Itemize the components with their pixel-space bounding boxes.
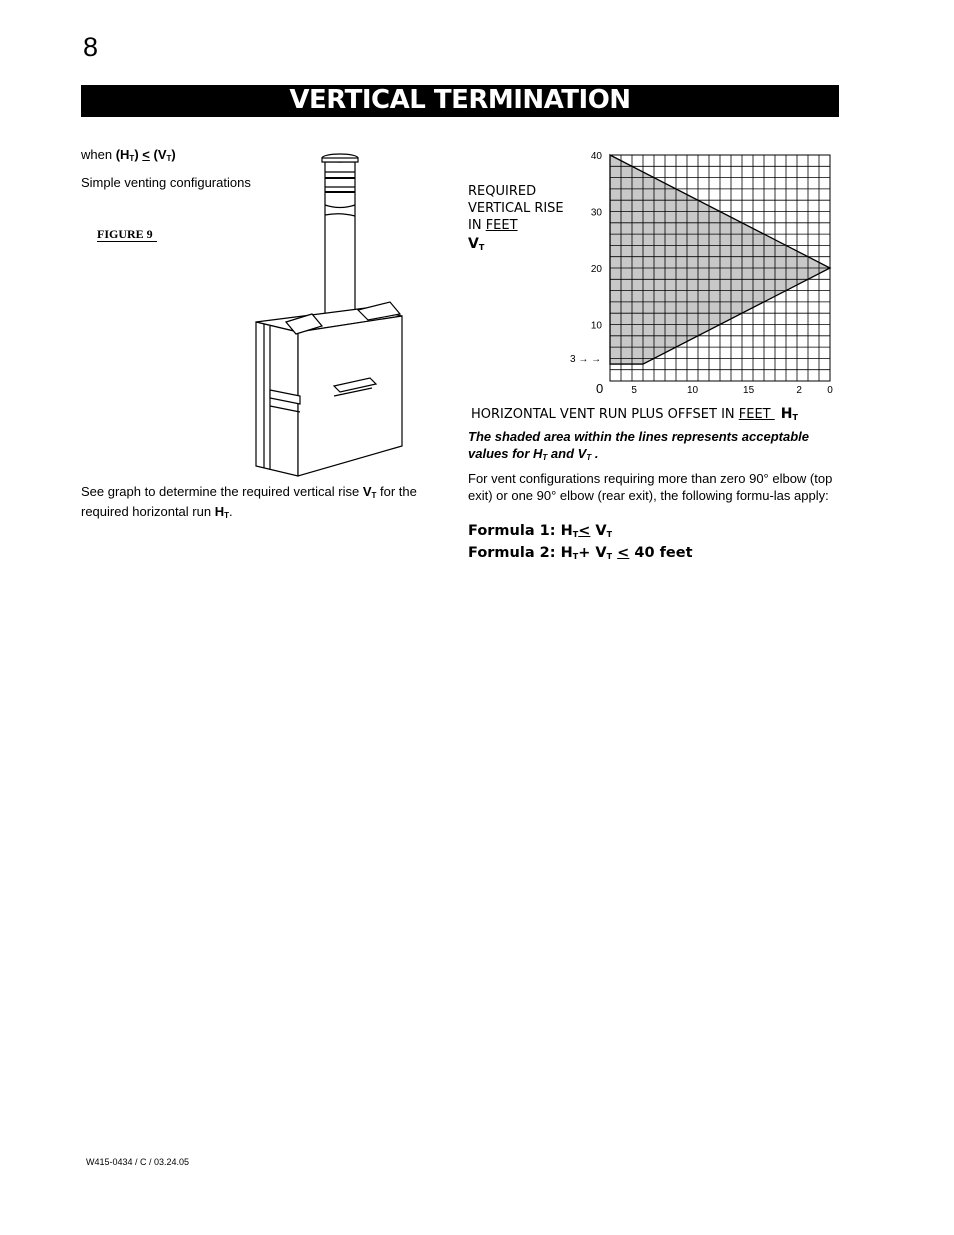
see-graph-h: H: [214, 504, 225, 519]
figure-label: FIGURE 9: [97, 228, 157, 242]
x-tick-label: 5: [631, 385, 637, 396]
when-less-equal: <: [142, 147, 150, 162]
fireplace-vertical-vent-illustration: [250, 150, 410, 480]
horiz-ht-sub: T: [792, 413, 798, 422]
when-prefix: when: [81, 147, 116, 162]
x-tick-label: 10: [686, 385, 699, 396]
x-tick-label: 0: [827, 385, 833, 396]
vent-configurations-paragraph: For vent configurations requiring more than zero 90° elbow (top exit) or one 90° elbow (rear exit), the following formu-las apply:: [468, 471, 833, 503]
see-graph-text: [81, 484, 461, 524]
horiz-label-b: FEET: [738, 407, 775, 422]
vt-sub: T: [478, 243, 485, 252]
vent-chart: [560, 145, 850, 405]
chart-y-axis-label: [468, 183, 564, 234]
see-graph-text-1: See graph to determine the required vertical rise: [81, 484, 363, 499]
see-graph-v-sub: T: [371, 491, 377, 500]
chart-y-ticks: [591, 151, 603, 332]
vt-main: V: [468, 236, 479, 252]
see-graph-v: V: [362, 484, 372, 499]
y-tick-label: 30: [590, 207, 602, 219]
y-tick-label: 20: [590, 264, 602, 275]
document-code: W415-0434 / C / 03.24.05: [86, 1157, 190, 1167]
when-v: (V: [153, 147, 167, 162]
see-graph-text-3: .: [228, 504, 233, 519]
x-tick-label: 15: [743, 385, 755, 396]
formula-1-label: Formula 1: H: [468, 523, 573, 539]
x-tick-label: 2: [796, 385, 802, 396]
shade-note-3: .: [591, 446, 599, 461]
shade-note-2: and V: [547, 446, 587, 461]
formula-2-plus: + V: [578, 545, 607, 561]
formula-1-sub2: T: [606, 530, 613, 539]
vt-symbol: [468, 236, 484, 252]
chart-x-axis-label: [471, 406, 798, 422]
when-v-close: ): [171, 147, 176, 162]
when-v-sub: T: [166, 154, 172, 163]
shade-note-sub1: T: [542, 453, 548, 462]
when-condition: [81, 147, 176, 163]
formula-2-le: <: [617, 545, 630, 561]
chart-3-marker-label: 3 → →: [570, 354, 602, 366]
horiz-label-a: HORIZONTAL VENT RUN PLUS OFFSET IN: [471, 407, 739, 422]
when-h-close: ): [134, 147, 139, 162]
y-tick-label: 10: [590, 320, 602, 332]
req-line-1: REQUIRED: [468, 184, 537, 199]
shaded-area-note: [468, 428, 848, 466]
see-graph-h-sub: T: [224, 511, 229, 520]
req-line-3-a: IN: [468, 218, 486, 233]
formula-1: [468, 523, 612, 539]
page-title: VERTICAL TERMINATION: [81, 85, 839, 117]
formula-2: [468, 545, 693, 561]
horiz-ht: H: [780, 406, 793, 422]
req-line-3: [468, 217, 564, 234]
formula-1-v: V: [590, 523, 607, 539]
formula-2-sub1: T: [572, 552, 579, 561]
chart-origin-label: 0: [596, 381, 604, 396]
when-h-sub: T: [129, 154, 135, 163]
chart-x-ticks: [631, 385, 833, 396]
shade-note-1: The shaded area within the lines represents acceptable values for H: [468, 429, 810, 461]
when-h: (H: [115, 147, 130, 162]
page-number: 8: [83, 32, 99, 62]
formula-1-le: <: [578, 523, 591, 539]
formula-1-sub1: T: [572, 530, 579, 539]
formula-2-label: Formula 2: H: [468, 545, 573, 561]
formula-2-sub2: T: [606, 552, 613, 561]
y-tick-label: 40: [590, 151, 602, 162]
shade-note-sub2: T: [586, 453, 592, 462]
formula-2-tail: 40 feet: [629, 545, 693, 561]
req-line-3-b: FEET: [485, 218, 518, 233]
chart-grid-overlay: [610, 155, 830, 381]
see-graph-text-2: for the required horizontal run: [81, 484, 417, 519]
req-line-2: VERTICAL RISE: [468, 201, 564, 216]
simple-venting-text: Simple venting configurations: [81, 175, 251, 190]
